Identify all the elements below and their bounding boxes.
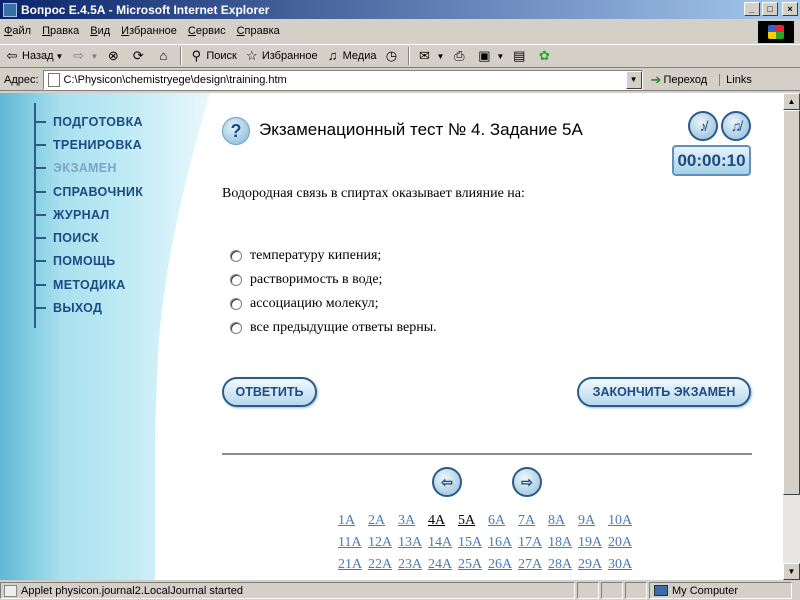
question-nav-row bbox=[338, 551, 638, 573]
window-controls bbox=[744, 2, 798, 16]
note-muted-icon: ♫̸ bbox=[730, 118, 742, 134]
question-nav-grid bbox=[338, 507, 638, 573]
question-link[interactable]: 21А bbox=[338, 557, 363, 572]
nav-tick bbox=[34, 307, 46, 309]
divider bbox=[222, 453, 752, 455]
media-button[interactable] bbox=[325, 48, 377, 64]
question-link[interactable]: 26А bbox=[488, 557, 513, 572]
radio-button[interactable] bbox=[230, 298, 242, 310]
media-label: Медиа bbox=[342, 50, 377, 62]
help-question-icon[interactable]: ? bbox=[222, 117, 250, 145]
address-url: C:\Physicon\chemistryege\design\training.htm bbox=[63, 73, 287, 86]
minimize-button[interactable]: _ bbox=[744, 2, 760, 16]
status-bar bbox=[0, 581, 800, 600]
menu-help[interactable]: Справка bbox=[236, 25, 280, 37]
question-link[interactable]: 24А bbox=[428, 557, 453, 572]
links-button[interactable]: Links bbox=[719, 74, 752, 86]
question-link[interactable]: 19А bbox=[578, 535, 603, 550]
sidebar-item-label: ВЫХОД bbox=[53, 301, 103, 316]
sidebar-item-exam[interactable] bbox=[34, 157, 143, 180]
search-icon: ⚲ bbox=[191, 48, 202, 63]
sidebar-item-label: ЖУРНАЛ bbox=[53, 207, 110, 222]
question-link[interactable]: 29А bbox=[578, 557, 603, 572]
option-label: растворимость в воде; bbox=[250, 272, 383, 287]
question-link[interactable]: 15А bbox=[458, 535, 483, 550]
address-label: Адрес: bbox=[4, 73, 39, 86]
sidebar-item-label: ПОМОЩЬ bbox=[53, 254, 116, 269]
print-button[interactable] bbox=[451, 48, 469, 64]
menu-file[interactable]: Файл bbox=[4, 25, 32, 37]
question-text: Водородная связь в спиртах оказывает влияние на: bbox=[222, 186, 525, 201]
sidebar-item-label: СПРАВОЧНИК bbox=[53, 184, 144, 199]
back-arrow-icon: ⇦ bbox=[6, 48, 18, 63]
media-icon: ♫ bbox=[327, 48, 338, 63]
computer-icon bbox=[654, 585, 668, 596]
status-cell bbox=[601, 582, 623, 599]
menu-view[interactable]: Вид bbox=[90, 25, 111, 37]
zone-label: My Computer bbox=[672, 584, 739, 597]
mail-icon: ✉ bbox=[419, 48, 430, 63]
answer-button[interactable]: ОТВЕТИТЬ bbox=[222, 377, 317, 407]
prev-question-button[interactable] bbox=[432, 467, 462, 497]
search-label: Поиск bbox=[206, 50, 237, 62]
favorites-label: Избранное bbox=[261, 50, 318, 62]
favorites-button[interactable] bbox=[244, 48, 318, 64]
question-link[interactable]: 25А bbox=[458, 557, 483, 572]
question-link[interactable]: 11А bbox=[338, 535, 362, 550]
question-nav-row bbox=[338, 529, 638, 551]
status-text: Applet physicon.journal2.LocalJournal started bbox=[21, 584, 243, 597]
answer-options bbox=[230, 244, 437, 340]
address-bar bbox=[0, 69, 800, 91]
sidebar-item-label: ПОДГОТОВКА bbox=[53, 114, 143, 129]
search-button[interactable] bbox=[188, 48, 236, 64]
question-link[interactable]: 17А bbox=[518, 535, 543, 550]
discuss-button[interactable] bbox=[511, 48, 529, 64]
scroll-down-button[interactable]: ▼ bbox=[783, 563, 800, 580]
dropdown-icon[interactable]: ▼ bbox=[90, 51, 99, 61]
edit-button[interactable] bbox=[476, 48, 504, 64]
option-label: температуру кипения; bbox=[250, 248, 382, 263]
refresh-button[interactable] bbox=[130, 48, 148, 64]
edit-icon: ▣ bbox=[478, 48, 491, 63]
nav-tick bbox=[34, 121, 46, 123]
question-link[interactable]: 20А bbox=[608, 535, 633, 550]
nav-tick bbox=[34, 191, 46, 193]
forward-arrow-icon: ⇨ bbox=[73, 48, 84, 63]
question-link[interactable]: 9А bbox=[578, 513, 596, 528]
window-title: Вопрос Е.4.5А - Microsoft Internet Explorer bbox=[21, 2, 270, 17]
nav-tick bbox=[34, 167, 46, 169]
status-main bbox=[0, 582, 575, 599]
go-button[interactable] bbox=[651, 72, 708, 88]
answer-option[interactable] bbox=[230, 244, 437, 268]
nav-tick bbox=[34, 260, 46, 262]
toolbar-separator bbox=[180, 47, 182, 65]
finish-exam-button[interactable]: ЗАКОНЧИТЬ ЭКЗАМЕН bbox=[577, 377, 751, 407]
right-arrow-icon: ⇨ bbox=[521, 474, 533, 490]
question-link[interactable]: 2А bbox=[368, 513, 386, 528]
sidebar-item-label: ЭКЗАМЕН bbox=[53, 161, 117, 176]
windows-flag-icon bbox=[768, 25, 784, 39]
sidebar-item-preparation[interactable] bbox=[34, 110, 143, 133]
back-button[interactable] bbox=[4, 48, 63, 64]
dropdown-icon[interactable]: ▼ bbox=[55, 51, 64, 61]
question-link[interactable]: 16А bbox=[488, 535, 513, 550]
sidebar-nav bbox=[34, 110, 143, 320]
question-link[interactable]: 8А bbox=[548, 513, 566, 528]
sidebar-item-help[interactable] bbox=[34, 250, 143, 273]
sidebar-item-methodology[interactable] bbox=[34, 273, 143, 296]
scroll-up-button[interactable]: ▲ bbox=[783, 93, 800, 110]
sidebar-item-label: ТРЕНИРОВКА bbox=[53, 137, 142, 152]
security-zone bbox=[649, 582, 792, 599]
sidebar-item-exit[interactable] bbox=[34, 296, 143, 319]
mail-button[interactable] bbox=[416, 48, 444, 64]
music-off-button[interactable] bbox=[721, 111, 751, 141]
address-dropdown-button[interactable]: ▼ bbox=[626, 71, 642, 89]
refresh-icon: ⟳ bbox=[132, 48, 144, 63]
nav-tick bbox=[34, 237, 46, 239]
question-link[interactable]: 22А bbox=[368, 557, 393, 572]
flower-icon: ✿ bbox=[538, 48, 550, 63]
sidebar-item-training[interactable] bbox=[34, 133, 143, 156]
go-arrow-icon: ➔ bbox=[650, 71, 662, 87]
option-label: все предыдущие ответы верны. bbox=[250, 320, 437, 335]
next-question-button[interactable] bbox=[512, 467, 542, 497]
question-link[interactable]: 30А bbox=[608, 557, 633, 572]
question-link[interactable]: 23А bbox=[398, 557, 423, 572]
scroll-thumb[interactable] bbox=[783, 110, 800, 495]
applet-icon bbox=[4, 585, 17, 597]
exam-timer: 00:00:10 bbox=[672, 145, 751, 176]
sidebar-item-search[interactable] bbox=[34, 226, 143, 249]
status-cell bbox=[577, 582, 599, 599]
answer-option[interactable] bbox=[230, 292, 437, 316]
icq-button[interactable] bbox=[536, 48, 554, 64]
menu-favorites[interactable]: Избранное bbox=[121, 25, 177, 37]
question-link[interactable]: 13А bbox=[398, 535, 423, 550]
question-link[interactable]: 10А bbox=[608, 513, 633, 528]
question-link[interactable]: 3А bbox=[398, 513, 416, 528]
question-nav-row bbox=[338, 507, 638, 529]
sidebar-item-label: ПОИСК bbox=[53, 231, 99, 246]
question-link[interactable]: 5А bbox=[458, 513, 476, 528]
left-arrow-icon: ⇦ bbox=[441, 474, 453, 490]
question-link[interactable]: 12А bbox=[368, 535, 393, 550]
dropdown-icon[interactable]: ▼ bbox=[436, 51, 445, 61]
sidebar-item-label: МЕТОДИКА bbox=[53, 277, 126, 292]
radio-button[interactable] bbox=[230, 274, 242, 286]
history-icon: ◷ bbox=[385, 48, 398, 63]
question-link[interactable]: 6А bbox=[488, 513, 506, 528]
print-icon: ⎙ bbox=[454, 48, 465, 63]
radio-button[interactable] bbox=[230, 250, 242, 262]
ie-app-icon bbox=[3, 3, 17, 17]
page-title: Экзаменационный тест № 4. Задание 5А bbox=[259, 120, 583, 139]
sidebar bbox=[0, 93, 210, 580]
home-icon: ⌂ bbox=[159, 48, 168, 63]
radio-button[interactable] bbox=[230, 322, 242, 334]
nav-tick bbox=[34, 284, 46, 286]
nav-tick bbox=[34, 214, 46, 216]
page-icon bbox=[48, 73, 60, 87]
menu-bar bbox=[0, 20, 800, 42]
close-button[interactable]: × bbox=[782, 2, 798, 16]
status-cell bbox=[625, 582, 647, 599]
nav-tick bbox=[34, 144, 46, 146]
maximize-button[interactable]: □ bbox=[762, 2, 778, 16]
question-link[interactable]: 27А bbox=[518, 557, 543, 572]
question-link[interactable]: 18А bbox=[548, 535, 573, 550]
discuss-icon: ▤ bbox=[513, 48, 526, 63]
speaker-muted-icon: ♪̸ bbox=[699, 118, 707, 134]
page-viewport bbox=[0, 93, 783, 580]
sidebar-item-reference[interactable] bbox=[34, 180, 143, 203]
answer-option[interactable] bbox=[230, 316, 437, 340]
vertical-scrollbar[interactable] bbox=[783, 93, 800, 580]
back-label: Назад bbox=[22, 50, 54, 62]
stop-button[interactable] bbox=[105, 48, 123, 64]
question-link[interactable]: 1А bbox=[338, 513, 356, 528]
toolbar bbox=[0, 44, 800, 68]
answer-option[interactable] bbox=[230, 268, 437, 292]
toolbar-separator bbox=[408, 47, 410, 65]
question-link[interactable]: 14А bbox=[428, 535, 453, 550]
go-label: Переход bbox=[663, 73, 708, 86]
sidebar-item-journal[interactable] bbox=[34, 203, 143, 226]
dropdown-icon[interactable]: ▼ bbox=[496, 51, 505, 61]
home-button[interactable] bbox=[155, 48, 173, 64]
history-button[interactable] bbox=[383, 48, 401, 64]
question-link[interactable]: 4А bbox=[428, 513, 446, 528]
title-bar bbox=[0, 0, 800, 19]
forward-button[interactable] bbox=[70, 48, 98, 64]
windows-logo bbox=[758, 21, 794, 43]
menu-tools[interactable]: Сервис bbox=[187, 25, 226, 37]
sound-off-button[interactable] bbox=[688, 111, 718, 141]
stop-icon: ⊗ bbox=[107, 48, 119, 63]
option-label: ассоциацию молекул; bbox=[250, 296, 379, 311]
favorites-icon: ☆ bbox=[246, 48, 258, 63]
address-input[interactable] bbox=[43, 70, 643, 90]
question-link[interactable]: 7А bbox=[518, 513, 536, 528]
menu-edit[interactable]: Правка bbox=[42, 25, 80, 37]
question-link[interactable]: 28А bbox=[548, 557, 573, 572]
